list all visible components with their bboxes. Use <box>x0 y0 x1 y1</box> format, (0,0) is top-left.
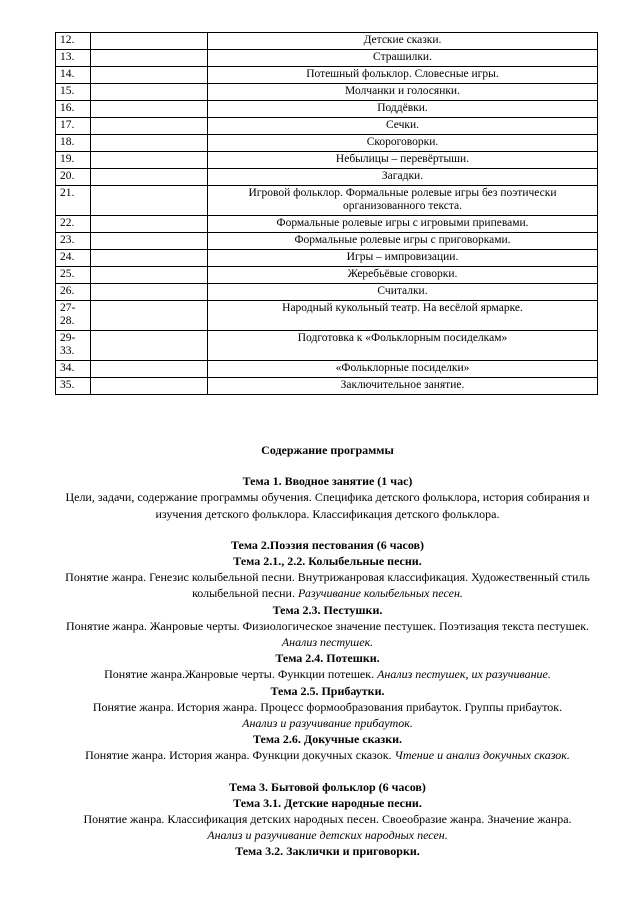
lesson-hours <box>91 331 208 361</box>
plan-row <box>56 216 598 233</box>
lesson-topic: «Фольклорные посиделки» <box>208 361 598 378</box>
topic-2-5-task: Анализ и разучивание прибауток. <box>242 716 413 731</box>
topic-3-1-title: Тема 3.1. Детские народные песни. <box>233 795 422 810</box>
lesson-topic: Подготовка к «Фольклорным посиделкам» <box>208 331 598 361</box>
plan-row <box>56 301 598 331</box>
topic-2-4-title: Тема 2.4. Потешки. <box>275 651 380 666</box>
lesson-number: 20. <box>56 169 91 186</box>
lesson-number: 14. <box>56 67 91 84</box>
plan-row <box>56 135 598 152</box>
lesson-hours <box>91 169 208 186</box>
topic-2-1-desc: Понятие жанра. Генезис колыбельной песни. Внутрижанровая классификация. Художественный стиль колыбельной песни. <box>65 570 590 601</box>
plan-row <box>56 378 598 395</box>
lesson-number: 23. <box>56 233 91 250</box>
lesson-hours <box>91 135 208 152</box>
plan-row <box>56 33 598 50</box>
plan-row <box>56 331 598 361</box>
lesson-topic: Потешный фольклор. Словесные игры. <box>208 67 598 84</box>
topic-3-1-task-line <box>50 827 605 843</box>
program-content <box>50 442 605 860</box>
topic-3-1-text: Понятие жанра. Классификация детских народных песен. Своеобразие жанра. Значение жанра. <box>83 812 572 827</box>
plan-row <box>56 118 598 135</box>
plan-row <box>56 361 598 378</box>
lesson-topic: Скороговорки. <box>208 135 598 152</box>
plan-row <box>56 284 598 301</box>
plan-row <box>56 50 598 67</box>
lesson-number: 12. <box>56 33 91 50</box>
lesson-hours <box>91 101 208 118</box>
plan-row <box>56 67 598 84</box>
lesson-number: 24. <box>56 250 91 267</box>
lesson-topic: Сечки. <box>208 118 598 135</box>
lesson-hours <box>91 118 208 135</box>
lesson-topic: Поддёвки. <box>208 101 598 118</box>
lesson-topic: Жеребьёвые сговорки. <box>208 267 598 284</box>
topic-2-6-desc: Понятие жанра. История жанра. Функции докучных сказок. <box>85 748 395 763</box>
topic-2-5-title: Тема 2.5. Прибаутки. <box>270 683 385 698</box>
lesson-hours <box>91 267 208 284</box>
topic-2-1-text <box>50 569 605 601</box>
lesson-number: 16. <box>56 101 91 118</box>
topic-2-1-title: Тема 2.1., 2.2. Колыбельные песни. <box>233 554 422 569</box>
lesson-topic: Страшилки. <box>208 50 598 67</box>
topic-2-5-text: Понятие жанра. История жанра. Процесс формообразования прибауток. Группы прибауток. <box>92 699 563 714</box>
lesson-number: 25. <box>56 267 91 284</box>
lesson-hours <box>91 186 208 216</box>
lesson-topic: Игровой фольклор. Формальные ролевые игры без поэтически организованного текста. <box>208 186 598 216</box>
plan-row <box>56 101 598 118</box>
lesson-number: 22. <box>56 216 91 233</box>
topic-1-text: Цели, задачи, содержание программы обучения. Специфика детского фольклора, история собирания и изучения детского фольклора. Классификация детского фольклора. <box>65 490 590 521</box>
topic-2-title: Тема 2.Поэзия пестования (6 часов) <box>230 537 425 552</box>
plan-row <box>56 152 598 169</box>
section-title: Содержание программы <box>261 443 394 457</box>
lesson-number: 29-33. <box>56 331 91 361</box>
lesson-hours <box>91 378 208 395</box>
lesson-plan-body <box>56 33 598 395</box>
lesson-hours <box>91 67 208 84</box>
lesson-number: 26. <box>56 284 91 301</box>
plan-row <box>56 169 598 186</box>
lesson-number: 34. <box>56 361 91 378</box>
lesson-topic: Небылицы – перевёртыши. <box>208 152 598 169</box>
topic-2-6-task: Чтение и анализ докучных сказок. <box>394 748 570 763</box>
topic-2-1-task: Разучивание колыбельных песен. <box>297 586 463 601</box>
topic-2-6-title: Тема 2.6. Докучные сказки. <box>252 732 403 747</box>
topic-3-1-task: Анализ и разучивание детских народных песен. <box>207 828 448 843</box>
lesson-hours <box>91 233 208 250</box>
lesson-topic: Детские сказки. <box>208 33 598 50</box>
lesson-number: 27-28. <box>56 301 91 331</box>
lesson-hours <box>91 152 208 169</box>
lesson-topic: Молчанки и голосянки. <box>208 84 598 101</box>
lesson-plan-table <box>55 32 598 395</box>
plan-row <box>56 233 598 250</box>
lesson-hours <box>91 50 208 67</box>
lesson-hours <box>91 33 208 50</box>
topic-2-3-task: Анализ пестушек. <box>281 635 374 650</box>
lesson-number: 21. <box>56 186 91 216</box>
lesson-topic: Загадки. <box>208 169 598 186</box>
lesson-topic: Народный кукольный театр. На весёлой ярмарке. <box>208 301 598 331</box>
lesson-topic: Игры – импровизации. <box>208 250 598 267</box>
lesson-topic: Считалки. <box>208 284 598 301</box>
topic-2-4-desc: Понятие жанра.Жанровые черты. Функции потешек. <box>104 667 378 682</box>
lesson-number: 18. <box>56 135 91 152</box>
lesson-number: 35. <box>56 378 91 395</box>
lesson-number: 19. <box>56 152 91 169</box>
topic-2-5-task-line <box>50 715 605 731</box>
plan-row <box>56 84 598 101</box>
plan-row <box>56 186 598 216</box>
topic-2-4-task: Анализ пестушек, их разучивание. <box>377 667 551 682</box>
topic-2-4-text <box>50 666 605 682</box>
lesson-hours <box>91 284 208 301</box>
lesson-hours <box>91 301 208 331</box>
lesson-topic: Заключительное занятие. <box>208 378 598 395</box>
lesson-hours <box>91 250 208 267</box>
lesson-topic: Формальные ролевые игры с игровыми припевами. <box>208 216 598 233</box>
lesson-hours <box>91 216 208 233</box>
topic-2-3-title: Тема 2.3. Пестушки. <box>272 602 383 617</box>
topic-2-3-desc: Понятие жанра. Жанровые черты. Физиологическое значение пестушек. Поэтизация текста пестушек. <box>65 618 590 633</box>
lesson-hours <box>91 84 208 101</box>
lesson-number: 17. <box>56 118 91 135</box>
lesson-hours <box>91 361 208 378</box>
topic-3-2-title: Тема 3.2. Заклички и приговорки. <box>235 844 420 859</box>
lesson-number: 13. <box>56 50 91 67</box>
plan-row <box>56 267 598 284</box>
lesson-number: 15. <box>56 84 91 101</box>
topic-1-title: Тема 1. Вводное занятие (1 час) <box>242 474 413 489</box>
topic-2-3-text <box>50 618 605 650</box>
plan-row <box>56 250 598 267</box>
topic-3-title: Тема 3. Бытовой фольклор (6 часов) <box>229 779 426 794</box>
lesson-topic: Формальные ролевые игры с приговорками. <box>208 233 598 250</box>
topic-2-6-text <box>50 747 605 763</box>
